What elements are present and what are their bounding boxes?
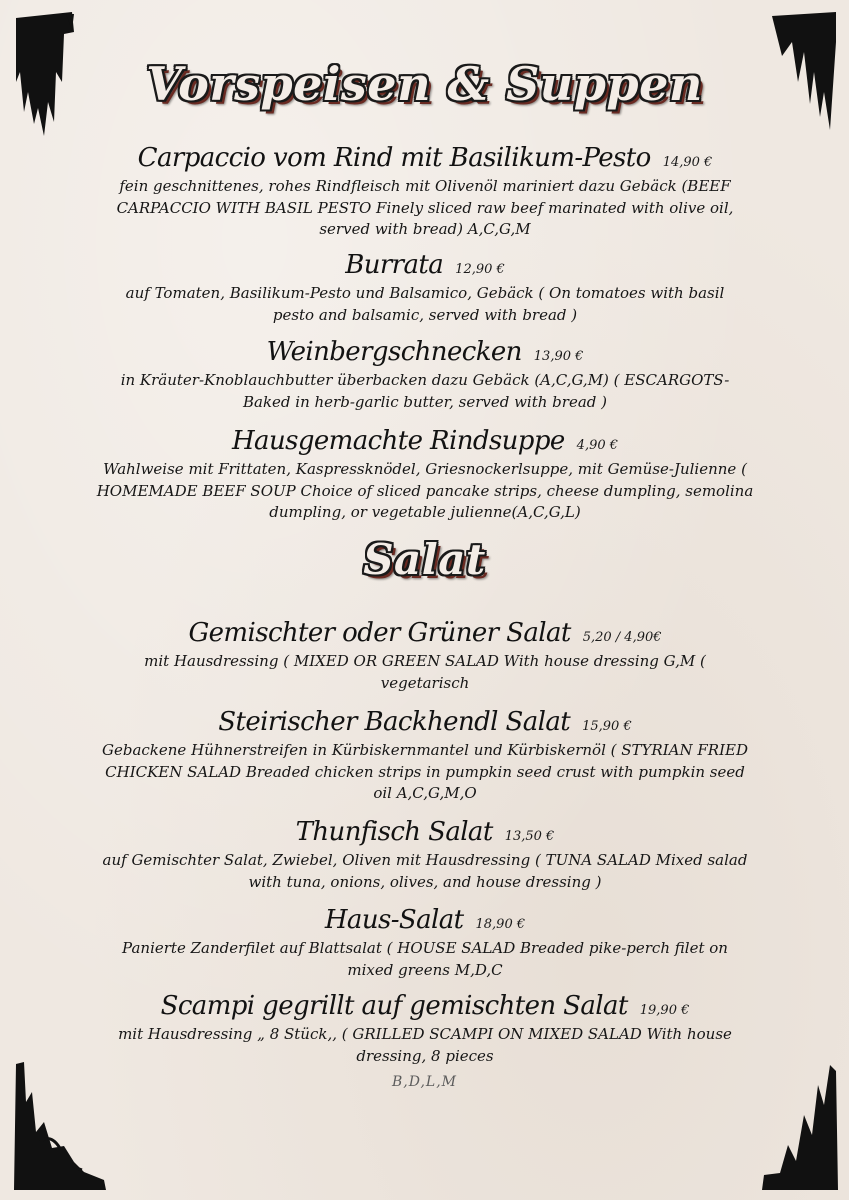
menu-item-rindsuppe (80, 423, 770, 524)
menu-item-header (80, 902, 770, 938)
menu-item-price: 12,90 € (455, 262, 505, 277)
menu-item-backhendl-salat (80, 704, 770, 805)
menu-item-header (80, 140, 770, 176)
menu-item-name: Hausgemachte Rindsuppe (231, 426, 565, 456)
menu-item-price: 14,90 € (662, 155, 713, 170)
menu-item-description: Gebackene Hühnerstreifen in Kürbiskernmantel und Kürbiskernöl ( STYRIAN FRIED CHICKEN SALAD Breaded chicken strips in pumpkin seed crust with pumpkin seed oil A,C,G,M,O (102, 741, 748, 802)
menu-item-description: auf Tomaten, Basilikum-Pesto und Balsamico, Gebäck ( On tomatoes with basil pesto and balsamic, served with bread ) (125, 284, 725, 324)
menu-item-description: mit Hausdressing „ 8 Stück,, ( GRILLED SCAMPI ON MIXED SALAD With house dressing, 8 pieces (118, 1025, 732, 1065)
menu-item-description: in Kräuter-Knoblauchbutter überbacken dazu Gebäck (A,C,G,M) ( ESCARGOTS- Baked in herb-garlic butter, served with bread ) (120, 371, 730, 411)
menu-item-description: mit Hausdressing ( MIXED OR GREEN SALAD With house dressing G,M ( vegetarisch (144, 652, 706, 692)
menu-item-price: 13,90 € (533, 349, 584, 364)
menu-item-name: Haus-Salat (324, 905, 464, 935)
menu-item-description: Panierte Zanderfilet auf Blattsalat ( HOUSE SALAD Breaded pike-perch filet on mixed greens M,D,C (122, 939, 728, 979)
menu-item-scampi-salat (80, 988, 770, 1067)
menu-item-name: Burrata (345, 250, 444, 280)
menu-item-weinbergschnecken (80, 334, 770, 413)
allergen-note: B,D,L,M (392, 1074, 457, 1090)
menu-item-header (80, 704, 770, 740)
menu-item-price: 5,20 / 4,90€ (582, 630, 662, 645)
menu-item-header (80, 423, 770, 459)
menu-item-header (80, 814, 770, 850)
menu-item-header (80, 988, 770, 1024)
menu-item-header (80, 615, 770, 651)
menu-item-description: auf Gemischter Salat, Zwiebel, Oliven mit Hausdressing ( TUNA SALAD Mixed salad with tuna, onions, olives, and house dressing ) (102, 851, 748, 891)
menu-item-name: Gemischter oder Grüner Salat (188, 618, 571, 648)
menu-item-price: 4,90 € (576, 438, 619, 453)
menu-item-header (80, 247, 770, 283)
menu-item-thunfisch-salat (80, 814, 770, 893)
menu-item-haus-salat (80, 902, 770, 981)
menu-item-name: Steirischer Backhendl Salat (218, 707, 571, 737)
menu-item-burrata (80, 247, 770, 326)
menu-item-price: 18,90 € (475, 917, 526, 932)
menu-item-name: Carpaccio vom Rind mit Basilikum-Pesto (137, 143, 651, 173)
menu-item-name: Scampi gegrillt auf gemischten Salat (160, 991, 628, 1021)
menu-item-price: 15,90 € (582, 719, 632, 734)
menu-item-carpaccio (80, 140, 770, 241)
menu-item-gemischter-salat (80, 615, 770, 694)
menu-item-price: 19,90 € (639, 1003, 690, 1018)
menu-item-name: Thunfisch Salat (295, 817, 493, 847)
menu-item-name: Weinbergschnecken (266, 337, 522, 367)
menu-item-description: Wahlweise mit Frittaten, Kaspressknödel, Griesnockerlsuppe, mit Gemüse-Julienne ( HOMEMADE BEEF SOUP Choice of sliced pancake strips, cheese dumpling, semolina dumpling, or vegetable julienne(A,C,G,L) (96, 460, 754, 521)
menu-item-price: 13,50 € (504, 829, 555, 844)
section-title-salat: Salat (363, 535, 486, 584)
menu-item-description: fein geschnittenes, rohes Rindfleisch mit Olivenöl mariniert dazu Gebäck (BEEF CARPACCIO WITH BASIL PESTO Finely sliced raw beef marinated with olive oil, served with bread) A,C,G,M (116, 177, 734, 238)
section-title-vorspeisen: Vorspeisen & Suppen (146, 57, 703, 111)
menu-item-header (80, 334, 770, 370)
